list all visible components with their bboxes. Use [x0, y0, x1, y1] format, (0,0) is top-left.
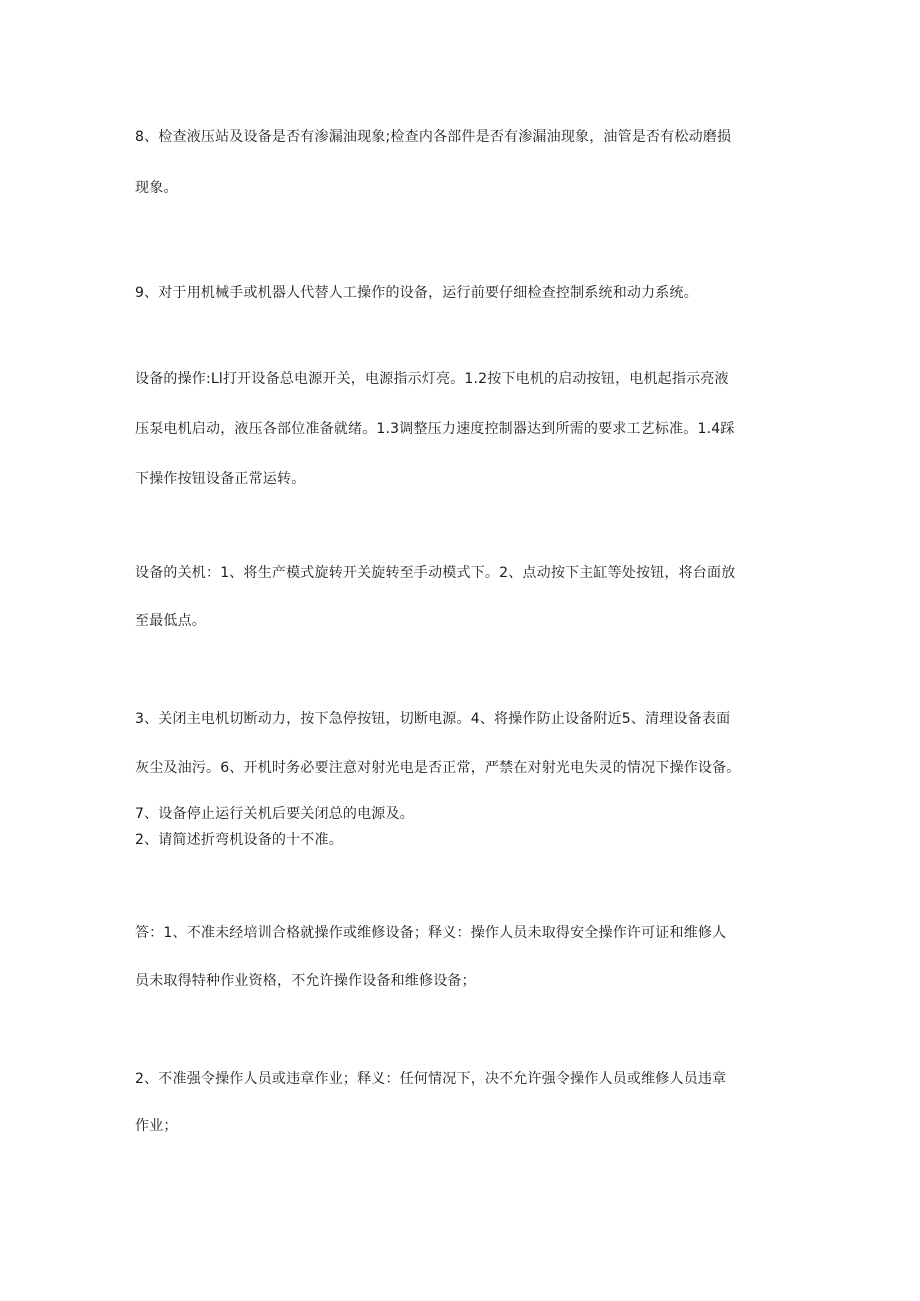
text-line: 压泵电机启动，液压各部位准备就绪。1.3调整压力速度控制器达到所需的要求工艺标准。1.4踩 [135, 421, 735, 437]
text-line: 2、请简述折弯机设备的十不准。 [135, 832, 343, 848]
text-line: 8、检查液压站及设备是否有渗漏油现象;检查内各部件是否有渗漏油现象，油管是否有松动磨损 [135, 129, 732, 145]
text-line: 作业； [135, 1118, 178, 1134]
text-line: 下操作按钮设备正常运转。 [135, 471, 306, 487]
text-line: 至最低点。 [135, 613, 206, 629]
text-line: 7、设备停止运行关机后要关闭总的电源及。 [135, 806, 414, 822]
text-line: 灰尘及油污。6、开机时务必要注意对射光电是否正常，严禁在对射光电失灵的情况下操作设备。 [135, 760, 741, 776]
text-line: 2、不准强令操作人员或违章作业；释义：任何情况下，决不允许强令操作人员或维修人员违章 [135, 1071, 727, 1087]
text-line: 设备的操作:Ll打开设备总电源开关，电源指示灯亮。1.2按下电机的启动按钮，电机起指示亮液 [135, 371, 729, 387]
text-line: 答：1、不准未经培训合格就操作或维修设备；释义：操作人员未取得安全操作许可证和维修人 [135, 925, 727, 941]
text-line: 9、对于用机械手或机器人代替人工操作的设备，运行前要仔细检查控制系统和动力系统。 [135, 285, 698, 301]
text-line: 3、关闭主电机切断动力，按下急停按钮，切断电源。4、将操作防止设备附近5、清理设备表面 [135, 711, 731, 727]
text-line: 现象。 [135, 180, 178, 196]
text-line: 设备的关机：1、将生产模式旋转开关旋转至手动模式下。2、点动按下主缸等处按钮，将台面放 [135, 565, 736, 581]
text-line: 员未取得特种作业资格，不允许操作设备和维修设备； [135, 973, 476, 989]
